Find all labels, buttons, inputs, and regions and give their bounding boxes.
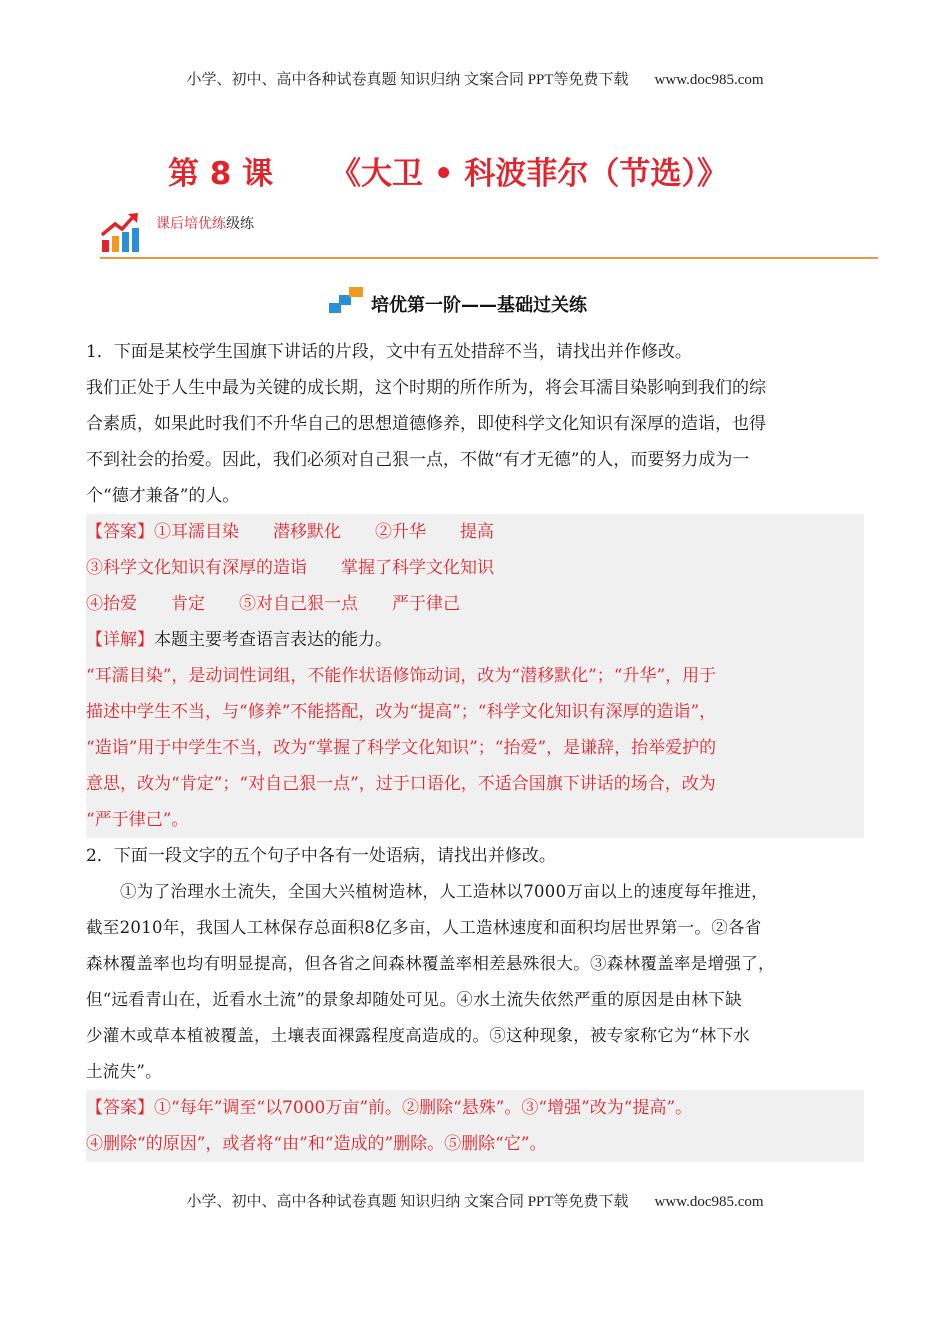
logo-bar-4 [132,228,139,252]
q1-detail-line: 意思，改为“肯定”；“对自己狠一点”，过于口语化，不适合国旗下讲话的场合，改为 [86,774,716,794]
answer-item: 提高 [460,522,494,542]
q2-passage-line: 截至2010年，我国人工林保存总面积8亿多亩，人工造林速度和面积均居世界第一。②各省 [86,918,762,937]
q2-passage-line: 森林覆盖率也均有明显提高，但各省之间森林覆盖率相差悬殊很大。③森林覆盖率是增强了， [86,954,775,973]
q2-answer-line [86,1090,864,1126]
answer-item: 肯定 [171,594,205,614]
answer-item: 严于律己 [392,594,460,614]
q1-prompt: 1．下面是某校学生国旗下讲话的片段，文中有五处措辞不当，请找出并作修改。 [86,342,692,362]
answer-item: ③科学文化知识有深厚的造诣 [86,558,307,578]
answer-item: ①耳濡目染 [154,522,239,542]
answer-item: ④抬爱 [86,594,137,614]
header-site-link[interactable]: www.doc985.com [654,72,764,88]
q2-passage [86,874,864,1090]
q1-passage-line: 合素质，如果此时我们不升华自己的思想道德修养，即使科学文化知识有深厚的造诣，也得 [86,414,766,434]
footer-text: 小学、初中、高中各种试卷真题 知识归纳 文案合同 PPT等免费下载 [186,1194,629,1210]
badge-label-black: 级练 [226,216,254,232]
logo-trend-line [103,216,134,234]
q2-passage-line: ①为了治理水土流失，全国大兴植树造林，人工造林以7000万亩以上的速度每年推进， [120,882,768,901]
detail-intro: 本题主要考查语言表达的能力。 [154,630,392,650]
answer-text: ①“每年”调至“以7000万亩”前。②删除“悬殊”。③“增强”改为“提高”。 [154,1098,693,1118]
q1-passage-line: 个“德才兼备”的人。 [86,486,240,506]
lesson-name: 《大卫 • 科波菲尔（节选）》 [330,156,728,192]
stairs-icon [329,285,367,315]
answer-item: ⑤对自己狠一点 [239,594,358,614]
q1-answer-line [86,550,864,586]
logo-bar-3 [122,232,129,252]
section-label: 培优第一阶——基础过关练 [371,295,587,316]
page-footer [0,1190,950,1211]
q2-answer-line: ④删除“的原因”，或者将“由”和“造成的”删除。⑤删除“它”。 [86,1134,547,1154]
q2-passage-line: 土流失”。 [86,1062,162,1081]
q1-detail-line: “严于律己”。 [86,810,189,830]
q2-prompt: 2．下面一段文字的五个句子中各有一处语病，请找出并修改。 [86,846,556,866]
detail-tag: 【详解】 [86,630,154,650]
header-rule [100,257,878,259]
logo-bar-1 [102,240,109,252]
answer-tag: 【答案】 [86,522,154,542]
q1-detail-line: “耳濡目染”，是动词性词组，不能作状语修饰动词，改为“潜移默化”；“升华”，用于 [86,666,717,686]
q1-answer-block [86,514,864,838]
q2-answer-block [86,1090,864,1162]
lesson-number: 第 8 课 [168,156,274,192]
answer-item: 掌握了科学文化知识 [341,558,494,578]
q1-answer-line [86,514,864,550]
section-heading [0,285,950,321]
footer-site-link[interactable]: www.doc985.com [654,1194,764,1210]
badge-label-red: 课后培优练 [156,216,226,232]
page-title [0,148,950,192]
q1-passage-line: 我们正处于人生中最为关键的成长期，这个时期的所作所为，将会耳濡目染影响到我们的综 [86,378,766,398]
q2-passage-line: 少灌木或草本植被覆盖，土壤表面裸露程度高造成的。⑤这种现象，被专家称它为“林下水 [86,1026,750,1045]
q1-answer-line [86,586,864,622]
growth-chart-icon [100,210,144,254]
q1-passage-line: 不到社会的抬爱。因此，我们必须对自己狠一点，不做“有才无德”的人，而要努力成为一 [86,450,750,470]
q1-detail-intro-line [86,622,864,658]
header-text: 小学、初中、高中各种试卷真题 知识归纳 文案合同 PPT等免费下载 [186,72,629,88]
badge-label [156,214,266,234]
answer-item: ②升华 [375,522,426,542]
answer-item: 潜移默化 [273,522,341,542]
q1-detail-line: “造诣”用于中学生不当，改为“掌握了科学文化知识”；“抬爱”，是谦辞，抬举爱护的 [86,738,717,758]
q2-passage-line: 但“远看青山在，近看水土流”的景象却随处可见。④水土流失依然严重的原因是由林下缺 [86,990,742,1009]
page-header [0,68,950,89]
answer-tag: 【答案】 [86,1098,154,1118]
logo-bar-2 [112,236,119,252]
content-body [86,334,864,1162]
q1-detail-line: 描述中学生不当，与“修养”不能搭配，改为“提高”；“科学文化知识有深厚的造诣”， [86,702,717,722]
